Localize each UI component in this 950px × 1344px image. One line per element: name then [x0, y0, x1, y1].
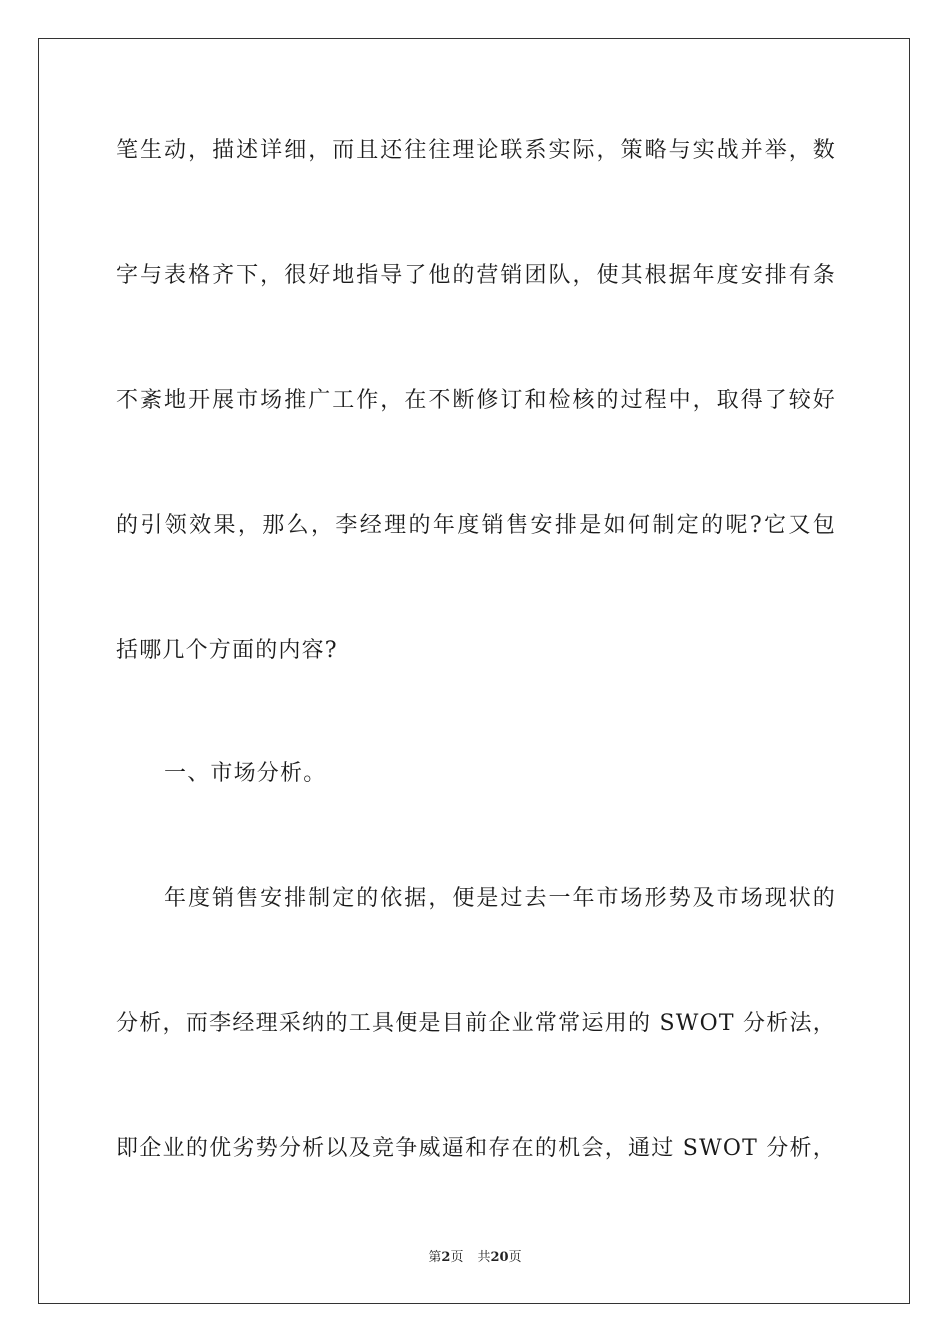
body-line-4: 的引领效果，那么，李经理的年度销售安排是如何制定的呢?它又包 — [116, 513, 836, 538]
body-line-3: 不紊地开展市场推广工作，在不断修订和检核的过程中，取得了较好 — [116, 388, 836, 413]
body-line-7: 年度销售安排制定的依据，便是过去一年市场形势及市场现状的 — [164, 886, 836, 911]
body-line-2: 字与表格齐下，很好地指导了他的营销团队，使其根据年度安排有条 — [116, 263, 836, 288]
body-line-8: 分析，而李经理采纳的工具便是目前企业常常运用的 SWOT 分析法， — [116, 1011, 836, 1036]
section-heading: 一、市场分析。 — [164, 761, 327, 786]
page-footer — [0, 1246, 950, 1265]
body-line-1: 笔生动，描述详细，而且还往往理论联系实际，策略与实战并举，数 — [116, 138, 836, 163]
total-prefix: 共 — [477, 1250, 491, 1265]
body-line-5: 括哪几个方面的内容? — [116, 638, 338, 663]
page-number: 2 — [441, 1250, 451, 1265]
page-suffix: 页 — [450, 1250, 464, 1265]
page-prefix: 第 — [428, 1250, 442, 1265]
total-pages: 20 — [490, 1250, 509, 1265]
body-line-9: 即企业的优劣势分析以及竞争威逼和存在的机会，通过 SWOT 分析， — [116, 1136, 836, 1161]
total-suffix: 页 — [508, 1250, 522, 1265]
page-border — [38, 38, 910, 1304]
